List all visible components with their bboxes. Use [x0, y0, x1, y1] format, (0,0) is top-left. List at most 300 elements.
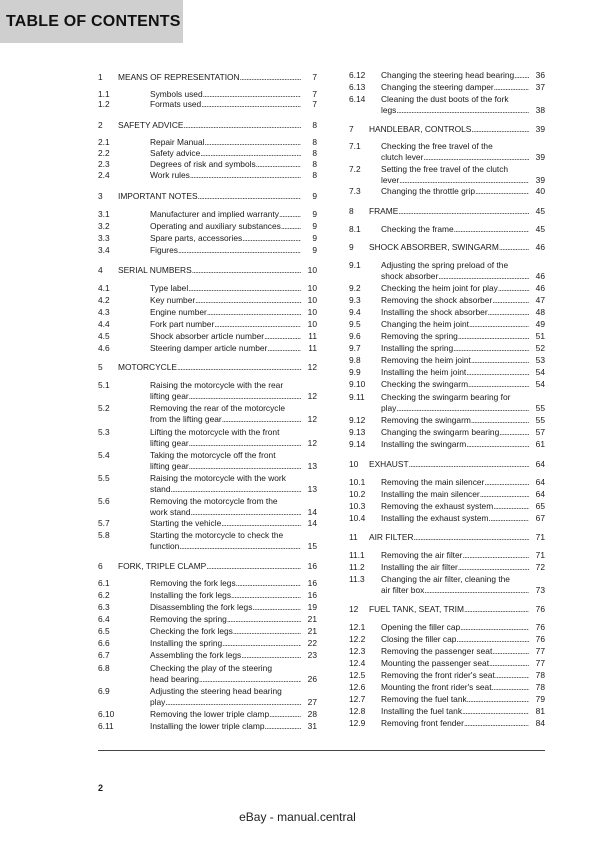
toc-chapter[interactable] [349, 459, 545, 470]
toc-leader-dots [462, 550, 529, 561]
toc-number: 9.13 [349, 427, 366, 437]
toc-page-number: 9 [312, 233, 317, 243]
toc-number: 3.3 [98, 233, 110, 243]
toc-title-line: Cleaning the dust boots of the fork [381, 94, 509, 104]
toc-title-line: Removing the rear of the motorcycle [150, 403, 285, 413]
toc-number: 5.5 [98, 473, 110, 483]
toc-section[interactable] [98, 473, 317, 494]
toc-section[interactable] [98, 380, 317, 401]
toc-leader-dots [179, 541, 301, 552]
toc-leader-dots [256, 159, 301, 170]
toc-chapter[interactable] [349, 124, 545, 135]
toc-page-number: 47 [535, 295, 545, 305]
toc-section[interactable] [98, 602, 317, 613]
toc-number: 2.2 [98, 148, 110, 158]
toc-chapter[interactable] [98, 362, 317, 373]
toc-title: Removing the fork legs [150, 578, 236, 588]
toc-page-number: 76 [535, 634, 545, 644]
toc-title: Removing the shock absorber [381, 295, 493, 305]
toc-leader-dots [189, 438, 301, 449]
toc-number: 12.7 [349, 694, 366, 704]
toc-number: 12.9 [349, 718, 366, 728]
toc-page-number: 55 [535, 415, 545, 425]
toc-section[interactable] [349, 574, 545, 595]
toc-chapter[interactable] [98, 265, 317, 276]
toc-leader-dots [227, 614, 301, 625]
toc-section[interactable] [349, 186, 545, 197]
toc-section[interactable] [349, 427, 545, 438]
toc-page-number: 22 [307, 638, 317, 648]
page-number: 2 [98, 783, 104, 793]
toc-number: 9.7 [349, 343, 361, 353]
toc-section[interactable] [98, 496, 317, 517]
toc-title: Repair Manual [150, 137, 205, 147]
toc-section[interactable] [349, 355, 545, 366]
toc-section[interactable] [349, 94, 545, 115]
toc-section[interactable] [98, 319, 317, 330]
toc-section[interactable] [349, 706, 545, 717]
toc-title-line: Taking the motorcycle off the front [150, 450, 276, 460]
toc-page-number: 9 [312, 191, 317, 201]
toc-section[interactable] [98, 245, 317, 256]
toc-title: Disassembling the fork legs [150, 602, 253, 612]
toc-page-number: 77 [535, 646, 545, 656]
toc-number: 7.1 [349, 141, 361, 151]
toc-title-line: Adjusting the steering head bearing [150, 686, 282, 696]
toc-leader-dots [453, 343, 529, 354]
toc-section[interactable] [349, 392, 545, 413]
toc-page-number: 64 [535, 477, 545, 487]
toc-number: 11.1 [349, 550, 365, 560]
toc-title: Checking the frame [381, 224, 454, 234]
toc-page-number: 27 [307, 696, 317, 707]
toc-leader-dots [214, 319, 301, 330]
toc-title: Formats used [150, 99, 202, 109]
toc-page-number: 72 [535, 562, 545, 572]
toc-leader-dots [514, 70, 529, 81]
toc-section[interactable] [98, 343, 317, 354]
toc-section[interactable] [349, 718, 545, 729]
toc-page-number: 10 [307, 307, 317, 317]
toc-chapter[interactable] [349, 604, 545, 615]
toc-page-number: 76 [535, 622, 545, 632]
toc-section[interactable] [98, 209, 317, 220]
toc-section[interactable] [349, 70, 545, 81]
toc-title: Changing the steering damper [381, 82, 494, 92]
toc-leader-dots [424, 585, 529, 596]
toc-number: 2.1 [98, 137, 110, 147]
toc-title: air filter box [381, 584, 425, 595]
toc-title: Installing the main silencer [381, 489, 480, 499]
toc-leader-dots [183, 120, 301, 131]
toc-page-number: 61 [535, 439, 545, 449]
toc-page-number: 39 [535, 151, 545, 162]
toc-section[interactable] [349, 343, 545, 354]
toc-number: 9.4 [349, 307, 361, 317]
toc-leader-dots [454, 224, 529, 235]
toc-section[interactable] [349, 224, 545, 235]
toc-title: Steering damper article number [150, 343, 268, 353]
toc-page-number: 7 [312, 89, 317, 99]
toc-section[interactable] [98, 170, 317, 181]
toc-leader-dots [188, 283, 301, 294]
toc-leader-dots [267, 343, 301, 354]
toc-section[interactable] [349, 622, 545, 633]
toc-leader-dots [464, 718, 529, 729]
toc-number: 9.5 [349, 319, 361, 329]
toc-title-line: Setting the free travel of the clutch [381, 164, 509, 174]
toc-number: 9.14 [349, 439, 366, 449]
toc-number: 12.6 [349, 682, 366, 692]
toc-number: 9.6 [349, 331, 361, 341]
toc-leader-dots [499, 427, 529, 438]
toc-title: Changing the swingarm bearing [381, 427, 500, 437]
toc-section[interactable] [98, 626, 317, 637]
toc-leader-dots [489, 658, 529, 669]
toc-leader-dots [222, 638, 301, 649]
toc-number: 5.8 [98, 530, 110, 540]
toc-number: 4.5 [98, 331, 110, 341]
toc-section[interactable] [98, 686, 317, 707]
toc-title-line: Starting the motorcycle to check the [150, 530, 284, 540]
toc-leader-dots [198, 191, 301, 202]
toc-section[interactable] [98, 137, 317, 148]
toc-section[interactable] [349, 82, 545, 93]
toc-number: 6.6 [98, 638, 110, 648]
toc-title: SHOCK ABSORBER, SWINGARM [369, 242, 499, 252]
toc-leader-dots [252, 602, 301, 613]
toc-page-number: 19 [307, 602, 317, 612]
toc-title: play [150, 696, 166, 707]
toc-section[interactable] [349, 477, 545, 488]
toc-number: 5 [98, 362, 103, 372]
toc-section[interactable] [98, 148, 317, 159]
toc-chapter[interactable] [98, 120, 317, 131]
toc-title: Removing the front rider's seat [381, 670, 495, 680]
toc-title: SERIAL NUMBERS [118, 265, 192, 275]
toc-number: 2.4 [98, 170, 110, 180]
toc-number: 4.3 [98, 307, 110, 317]
toc-number: 3 [98, 191, 103, 201]
toc-leader-dots [240, 72, 301, 83]
toc-title: from the lifting gear [150, 413, 222, 424]
toc-section[interactable] [349, 319, 545, 330]
toc-title: Mounting the front rider's seat [381, 682, 492, 692]
toc-section[interactable] [98, 614, 317, 625]
toc-section[interactable] [349, 415, 545, 426]
toc-title: Shock absorber article number [150, 331, 265, 341]
toc-leader-dots [279, 209, 301, 220]
toc-number: 3.1 [98, 209, 110, 219]
toc-leader-dots [222, 414, 301, 425]
toc-page-number: 39 [535, 174, 545, 185]
toc-title: Removing the passenger seat [381, 646, 493, 656]
toc-leader-dots [189, 391, 301, 402]
toc-number: 4.4 [98, 319, 110, 329]
toc-number: 9.10 [349, 379, 366, 389]
toc-leader-dots [456, 634, 529, 645]
toc-title: Checking the heim joint for play [381, 283, 498, 293]
toc-section[interactable] [349, 694, 545, 705]
toc-page-number: 46 [535, 270, 545, 281]
toc-title: Spare parts, accessories [150, 233, 243, 243]
toc-title: Checking the fork legs [150, 626, 233, 636]
toc-section[interactable] [98, 638, 317, 649]
toc-leader-dots [236, 578, 301, 589]
toc-leader-dots [201, 99, 301, 110]
toc-title: Removing the exhaust system [381, 501, 494, 511]
toc-page-number: 46 [535, 283, 545, 293]
toc-number: 2.3 [98, 159, 110, 169]
toc-number: 1.2 [98, 99, 110, 109]
toc-number: 7.2 [349, 164, 361, 174]
toc-number: 5.2 [98, 403, 110, 413]
toc-title: Removing the heim joint [381, 355, 471, 365]
toc-page-number: 15 [307, 540, 317, 551]
toc-page-number: 16 [307, 578, 317, 588]
toc-section[interactable] [349, 501, 545, 512]
toc-leader-dots [471, 355, 529, 366]
toc-section[interactable] [98, 530, 317, 551]
watermark: eBay - manual.central [239, 810, 356, 824]
toc-title: Removing the spring [381, 331, 458, 341]
toc-title: AIR FILTER [369, 532, 414, 542]
toc-section[interactable] [349, 379, 545, 390]
toc-section[interactable] [98, 721, 317, 732]
toc-chapter[interactable] [349, 242, 545, 253]
toc-number: 6.5 [98, 626, 110, 636]
toc-leader-dots [480, 489, 529, 500]
toc-title: Work rules [150, 170, 190, 180]
toc-page-number: 13 [307, 483, 317, 494]
toc-section[interactable] [98, 518, 317, 529]
toc-section[interactable] [98, 331, 317, 342]
toc-section[interactable] [98, 307, 317, 318]
toc-leader-dots [399, 175, 529, 186]
toc-title: Removing the lower triple clamp [150, 709, 270, 719]
toc-number: 11.2 [349, 562, 365, 572]
toc-leader-dots [467, 694, 529, 705]
toc-page-number: 45 [535, 206, 545, 216]
toc-number: 12.1 [349, 622, 366, 632]
toc-section[interactable] [349, 331, 545, 342]
toc-leader-dots [466, 367, 529, 378]
toc-title: Installing the spring [150, 638, 223, 648]
toc-section[interactable] [98, 159, 317, 170]
toc-number: 9.8 [349, 355, 361, 365]
toc-section[interactable] [349, 141, 545, 162]
toc-title: Closing the filler cap [381, 634, 457, 644]
toc-page-number: 57 [535, 427, 545, 437]
toc-page-number: 9 [312, 221, 317, 231]
toc-section[interactable] [98, 99, 317, 110]
toc-number: 11 [349, 532, 358, 542]
toc-leader-dots [221, 518, 301, 529]
toc-title: Figures [150, 245, 178, 255]
toc-number: 10.4 [349, 513, 366, 523]
toc-page-number: 55 [535, 402, 545, 413]
toc-section[interactable] [349, 295, 545, 306]
toc-section[interactable] [349, 646, 545, 657]
toc-page-number: 7 [312, 99, 317, 109]
toc-title: Opening the filler cap [381, 622, 461, 632]
toc-leader-dots [241, 650, 301, 661]
toc-title: Removing the fuel tank [381, 694, 467, 704]
toc-section[interactable] [349, 439, 545, 450]
toc-title-line: Lifting the motorcycle with the front [150, 427, 280, 437]
toc-section[interactable] [349, 489, 545, 500]
toc-title: MOTORCYCLE [118, 362, 177, 372]
toc-title: Mounting the passenger seat [381, 658, 490, 668]
toc-title: Key number [150, 295, 196, 305]
toc-section[interactable] [349, 367, 545, 378]
toc-leader-dots [492, 646, 529, 657]
toc-section[interactable] [349, 562, 545, 573]
toc-section[interactable] [98, 663, 317, 684]
toc-title: lifting gear [150, 437, 189, 448]
toc-page-number: 64 [535, 459, 545, 469]
toc-section[interactable] [349, 513, 545, 524]
toc-section[interactable] [98, 578, 317, 589]
toc-chapter[interactable] [98, 72, 317, 83]
toc-leader-dots [398, 206, 529, 217]
toc-title: Starting the vehicle [150, 518, 222, 528]
toc-section[interactable] [349, 550, 545, 561]
toc-leader-dots [462, 706, 529, 717]
toc-number: 10.3 [349, 501, 366, 511]
toc-number: 4.1 [98, 283, 110, 293]
toc-number: 3.2 [98, 221, 110, 231]
toc-title: lifting gear [150, 460, 189, 471]
toc-page-number: 28 [307, 709, 317, 719]
toc-section[interactable] [98, 450, 317, 471]
toc-page-number: 31 [307, 721, 317, 731]
toc-page-number: 36 [535, 70, 545, 80]
toc-title: Removing the swingarm [381, 415, 471, 425]
toc-page-number: 54 [535, 367, 545, 377]
toc-chapter[interactable] [98, 561, 317, 572]
toc-page-number: 12 [307, 437, 317, 448]
toc-page-number: 45 [535, 224, 545, 234]
toc-section[interactable] [349, 682, 545, 693]
toc-section[interactable] [98, 233, 317, 244]
toc-leader-dots [409, 459, 529, 470]
toc-title: IMPORTANT NOTES [118, 191, 198, 201]
page-title: TABLE OF CONTENTS [0, 0, 183, 43]
toc-section[interactable] [98, 709, 317, 720]
toc-page-number: 67 [535, 513, 545, 523]
toc-number: 6.9 [98, 686, 110, 696]
toc-page-number: 11 [308, 331, 317, 341]
toc-leader-dots [242, 233, 301, 244]
toc-section[interactable] [349, 164, 545, 185]
toc-page-number: 40 [535, 186, 545, 196]
toc-title: Removing the air filter [381, 550, 463, 560]
toc-page-number: 78 [535, 670, 545, 680]
toc-section[interactable] [98, 89, 317, 100]
toc-number: 6.3 [98, 602, 110, 612]
toc-number: 9.9 [349, 367, 361, 377]
toc-number: 6 [98, 561, 103, 571]
toc-leader-dots [471, 124, 529, 135]
toc-title: clutch lever [381, 151, 424, 162]
toc-leader-dots [488, 307, 529, 318]
toc-title: Removing the spring [150, 614, 227, 624]
toc-leader-dots [492, 682, 529, 693]
toc-section[interactable] [349, 283, 545, 294]
toc-leader-dots [177, 362, 301, 373]
toc-leader-dots [458, 562, 529, 573]
toc-page-number: 10 [307, 319, 317, 329]
toc-chapter[interactable] [98, 191, 317, 202]
toc-section[interactable] [98, 295, 317, 306]
toc-number: 5.7 [98, 518, 110, 528]
toc-section[interactable] [349, 260, 545, 281]
toc-number: 11.3 [349, 574, 365, 584]
toc-section[interactable] [98, 403, 317, 424]
toc-number: 6.13 [349, 82, 366, 92]
toc-title-line: Adjusting the spring preload of the [381, 260, 509, 270]
toc-section[interactable] [98, 427, 317, 448]
toc-section[interactable] [98, 283, 317, 294]
toc-number: 6.7 [98, 650, 110, 660]
toc-chapter[interactable] [349, 206, 545, 217]
toc-section[interactable] [98, 221, 317, 232]
toc-number: 7 [349, 124, 354, 134]
toc-page-number: 21 [307, 626, 317, 636]
toc-number: 6.11 [98, 721, 114, 731]
toc-leader-dots [269, 709, 301, 720]
toc-leader-dots [165, 697, 301, 708]
toc-title: Installing the shock absorber [381, 307, 488, 317]
toc-section[interactable] [98, 650, 317, 661]
toc-leader-dots [189, 461, 301, 472]
toc-title: Installing the air filter [381, 562, 458, 572]
toc-leader-dots [178, 245, 301, 256]
toc-title-line: Checking the swingarm bearing for [381, 392, 511, 402]
toc-number: 6.4 [98, 614, 110, 624]
toc-leader-dots [281, 221, 301, 232]
toc-section[interactable] [349, 658, 545, 669]
toc-number: 10 [349, 459, 359, 469]
toc-section[interactable] [349, 307, 545, 318]
toc-section[interactable] [349, 670, 545, 681]
toc-title: Fork part number [150, 319, 215, 329]
toc-leader-dots [233, 626, 301, 637]
toc-leader-dots [495, 670, 529, 681]
toc-title: EXHAUST [369, 459, 409, 469]
toc-title-line: Checking the free travel of the [381, 141, 493, 151]
toc-title: Checking the swingarm [381, 379, 469, 389]
toc-leader-dots [200, 148, 301, 159]
toc-title-line: Raising the motorcycle with the work [150, 473, 286, 483]
toc-section[interactable] [98, 590, 317, 601]
toc-number: 5.6 [98, 496, 110, 506]
toc-leader-dots [494, 82, 529, 93]
toc-number: 3.4 [98, 245, 110, 255]
toc-number: 6.12 [349, 70, 366, 80]
toc-title: FORK, TRIPLE CLAMP [118, 561, 207, 571]
toc-page-number: 21 [307, 614, 317, 624]
toc-title: HANDLEBAR, CONTROLS [369, 124, 472, 134]
toc-number: 5.1 [98, 380, 110, 390]
toc-page-number: 46 [535, 242, 545, 252]
toc-page-number: 53 [535, 355, 545, 365]
toc-chapter[interactable] [349, 532, 545, 543]
toc-leader-dots [460, 622, 529, 633]
toc-section[interactable] [349, 634, 545, 645]
toc-page-number: 84 [535, 718, 545, 728]
